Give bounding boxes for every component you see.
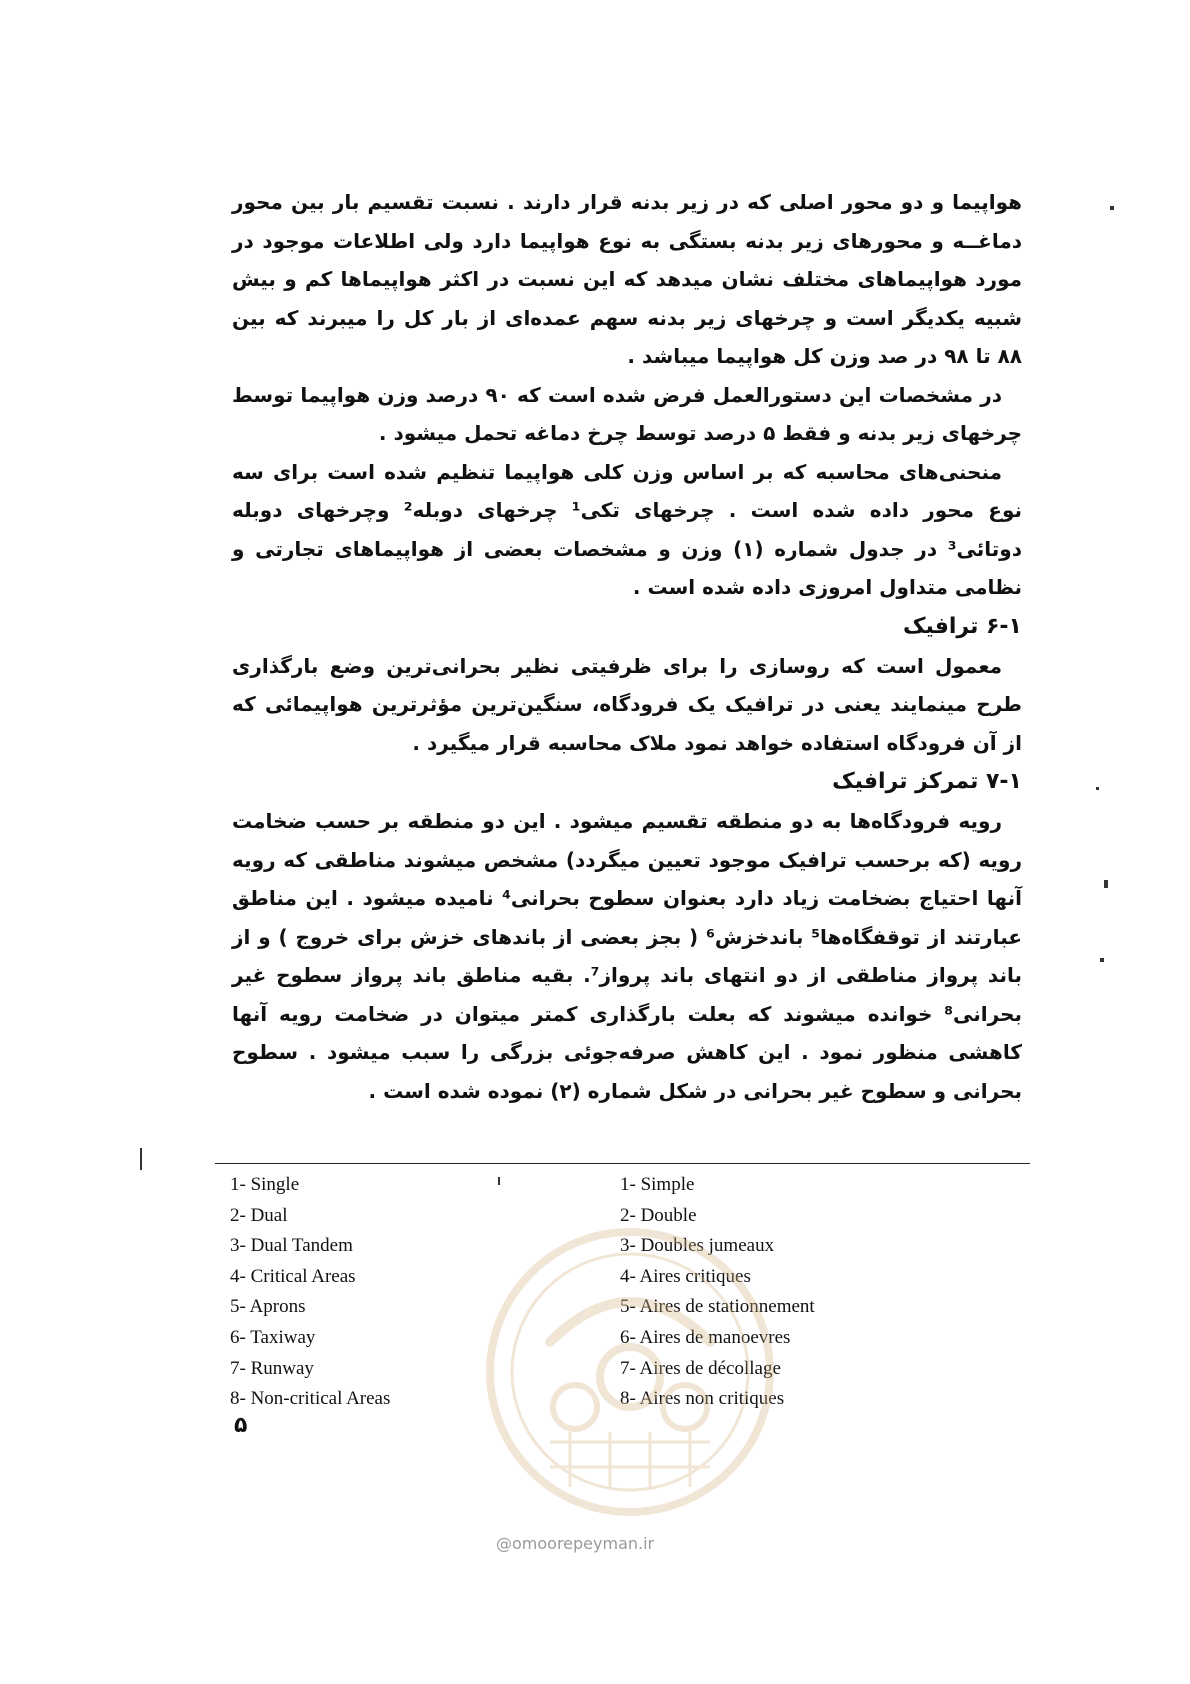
- footnote-fr-3: 3- Doubles jumeaux: [620, 1235, 775, 1257]
- watermark-site: @omoorepeyman.ir: [496, 1534, 655, 1553]
- circular-seal-logo-icon: [480, 1222, 780, 1532]
- footnote-en-1: 1- Single: [230, 1174, 300, 1195]
- footnote-fr-8: 8- Aires non critiques: [620, 1388, 785, 1410]
- footnote-en-7: 7- Runway: [230, 1357, 314, 1379]
- footnote-fr-6: 6- Aires de manoevres: [620, 1326, 791, 1348]
- scan-speck: [498, 1177, 500, 1185]
- paragraph-traffic: معمول است که روسازی را برای ظرفیتی نظیر بحرانی‌ترین وضع بارگذاری طرح مینمایند یعنی در ترافیک یک فرودگاه، سنگین‌ترین مؤثرترین هواپیمائی که از آن فرودگاه استفاده خواهد نمود ملاک محاسبه قرار میگیرد .: [232, 653, 1022, 755]
- footnote-fr-7: 7- Aires de décollage: [620, 1357, 781, 1379]
- footnote-fr-2: 2- Double: [620, 1204, 697, 1226]
- scan-speck: [1104, 880, 1108, 888]
- footnote-en-5: 5- Aprons: [230, 1296, 306, 1318]
- footnote-en-6: 6- Taxiway: [230, 1326, 316, 1348]
- footnote-en-8: 8- Non-critical Areas: [230, 1388, 391, 1410]
- scan-speck: [1096, 787, 1099, 790]
- footnote-fr-1: 1- Simple: [620, 1174, 695, 1195]
- footnote-divider: [215, 1163, 1030, 1164]
- footnote-fr-4: 4- Aires critiques: [620, 1265, 751, 1287]
- footnote-en-4: 4- Critical Areas: [230, 1265, 356, 1287]
- body-text: [232, 183, 1022, 1110]
- footnote-en-2: 2- Dual: [230, 1204, 288, 1226]
- paragraph-critical-areas: رویه فرودگاه‌ها به دو منطقه تقسیم میشود . این دو منطقه بر حسب ضخامت رویه (که برحسب ترافیک موجود تعیین میگردد) مشخص میشوند مناطقی که رویه آنها احتیاج بضخامت زیاد دارد بعنوان سطوح بحرانی⁴ نامیده میشود . این مناطق عبارتند از توقفگاه‌ها⁵ باندخزش⁶ ( بجز بعضی از باندهای خزش برای خروج ) و از باند پرواز مناطقی از دو انتهای باند پرواز⁷. بقیه مناطق باند پرواز سطوح غیر بحرانی⁸ خوانده میشوند که بعلت بارگذاری کمتر میتوان در ضخامت رویه آنها کاهشی منظور نمود . این کاهش صرفه‌جوئی بزرگی را سبب میشود . سطوح بحرانی و سطوح غیر بحرانی در شکل شماره (۲) نموده شده است .: [232, 809, 1023, 1103]
- footnote-en-3: 3- Dual Tandem: [230, 1235, 353, 1257]
- paragraph-load-assumption: در مشخصات این دستورالعمل فرض شده است که ۹۰ درصد وزن هواپیما توسط چرخهای زیر بدنه و فقط ۵ درصد توسط چرخ دماغه تحمل میشود .: [232, 382, 1022, 445]
- paragraph-axle-load: هواپیما و دو محور اصلی که در زیر بدنه قرار دارند . نسبت تقسیم بار بین محور دماغــه و محورهای زیر بدنه بستگی به نوع هواپیما دارد ولی اطلاعات موجود در مورد هواپیماهای مختلف نشان میدهد که این نسبت در اکثر هواپیماها کم و بیش شبیه یکدیگر است و چرخهای زیر بدنه سهم عمده‌ای از بار کل را میبرند که بین ۸۸ تا ۹۸ در صد وزن کل هواپیما میباشد .: [232, 190, 1022, 368]
- footnote-fr-5: 5- Aires de stationnement: [620, 1296, 815, 1318]
- page-number: ۵: [234, 1413, 248, 1438]
- paragraph-design-curves: منحنی‌های محاسبه که بر اساس وزن کلی هواپیما تنظیم شده است برای سه نوع محور داده شده است . چرخهای تکی¹ چرخهای دوبله² وچرخهای دوبله دوتائی³ در جدول شماره (۱) وزن و مشخصات بعضی از هواپیماهای تجارتی و نظامی متداول امروزی داده شده است .: [232, 459, 1023, 599]
- section-heading-traffic: ۶-۱ ترافیک: [902, 613, 1022, 639]
- scan-speck: [1110, 206, 1114, 210]
- scan-speck: [140, 1148, 142, 1170]
- section-heading-traffic-concentration: ۷-۱ تمرکز ترافیک: [832, 769, 1022, 794]
- scan-speck: [1100, 958, 1104, 962]
